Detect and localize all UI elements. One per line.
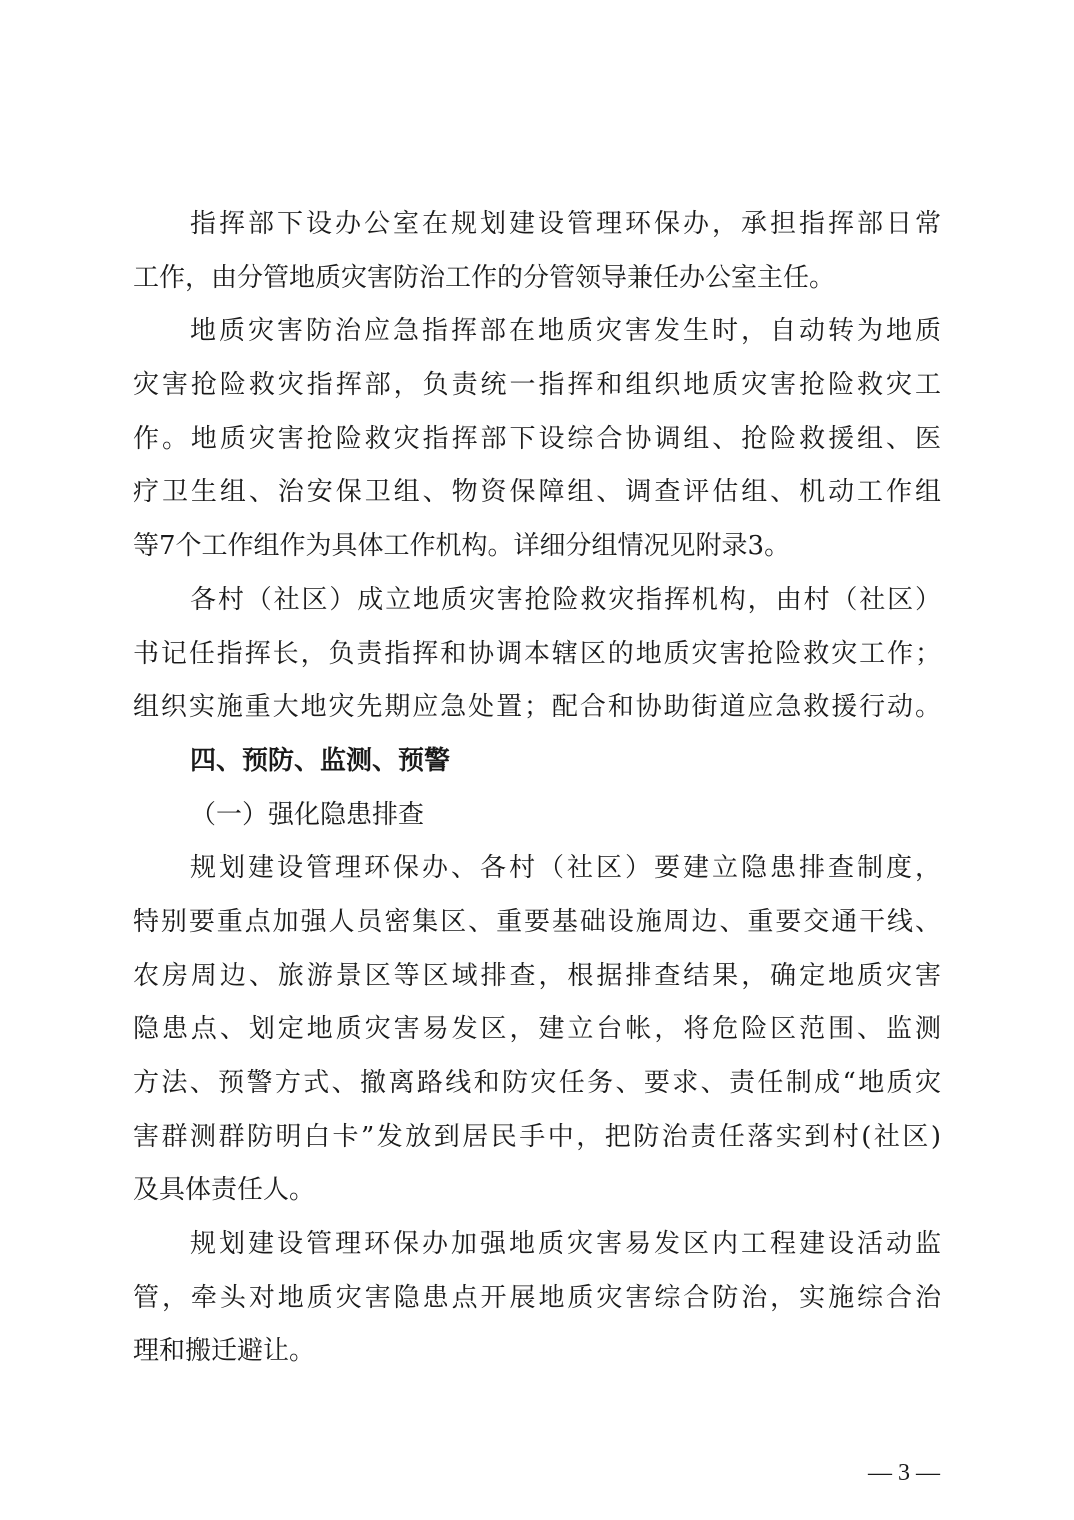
text-line: 作。地质灾害抢险救灾指挥部下设综合协调组、抢险救援组、医 — [133, 423, 941, 454]
text-line: 方法、预警方式、撤离路线和防灾任务、要求、责任制成“地质灾 — [133, 1068, 941, 1098]
text-line: 等7个工作组作为具体工作机构。详细分组情况见附录3。 — [133, 531, 791, 562]
text-line: 各村（社区）成立地质灾害抢险救灾指挥机构，由村（社区） — [190, 584, 941, 615]
page-number: — 3 — — [868, 1460, 940, 1486]
text-line: 疗卫生组、治安保卫组、物资保障组、调查评估组、机动工作组 — [133, 477, 941, 508]
text-line: 书记任指挥长，负责指挥和协调本辖区的地质灾害抢险救灾工作； — [133, 638, 941, 669]
text-line: 管，牵头对地质灾害隐患点开展地质灾害综合防治，实施综合治 — [133, 1282, 941, 1313]
text-line: 规划建设管理环保办、各村（社区）要建立隐患排查制度， — [190, 853, 941, 884]
text-line: 灾害抢险救灾指挥部，负责统一指挥和组织地质灾害抢险救灾工 — [133, 370, 941, 401]
text-line: 指挥部下设办公室在规划建设管理环保办，承担指挥部日常 — [190, 209, 941, 239]
text-line: 特别要重点加强人员密集区、重要基础设施周边、重要交通干线、 — [133, 906, 941, 937]
section-heading: 四、预防、监测、预警 — [190, 745, 451, 776]
text-line: 理和搬迁避让。 — [133, 1336, 316, 1367]
text-line: 害群测群防明白卡”发放到居民手中，把防治责任落实到村(社区) — [133, 1121, 941, 1152]
text-line: 及具体责任人。 — [133, 1175, 316, 1206]
text-line: 工作，由分管地质灾害防治工作的分管领导兼任办公室主任。 — [133, 262, 836, 293]
document-body — [133, 198, 941, 1379]
text-line: 规划建设管理环保办加强地质灾害易发区内工程建设活动监 — [190, 1229, 941, 1260]
text-line: 地质灾害防治应急指挥部在地质灾害发生时，自动转为地质 — [190, 316, 941, 347]
text-line: 隐患点、划定地质灾害易发区，建立台帐，将危险区范围、监测 — [133, 1014, 941, 1045]
subsection-heading: （一）强化隐患排查 — [190, 799, 425, 830]
text-line: 组织实施重大地灾先期应急处置；配合和协助街道应急救援行动。 — [133, 692, 941, 723]
text-line: 农房周边、旅游景区等区域排查，根据排查结果，确定地质灾害 — [133, 960, 941, 991]
